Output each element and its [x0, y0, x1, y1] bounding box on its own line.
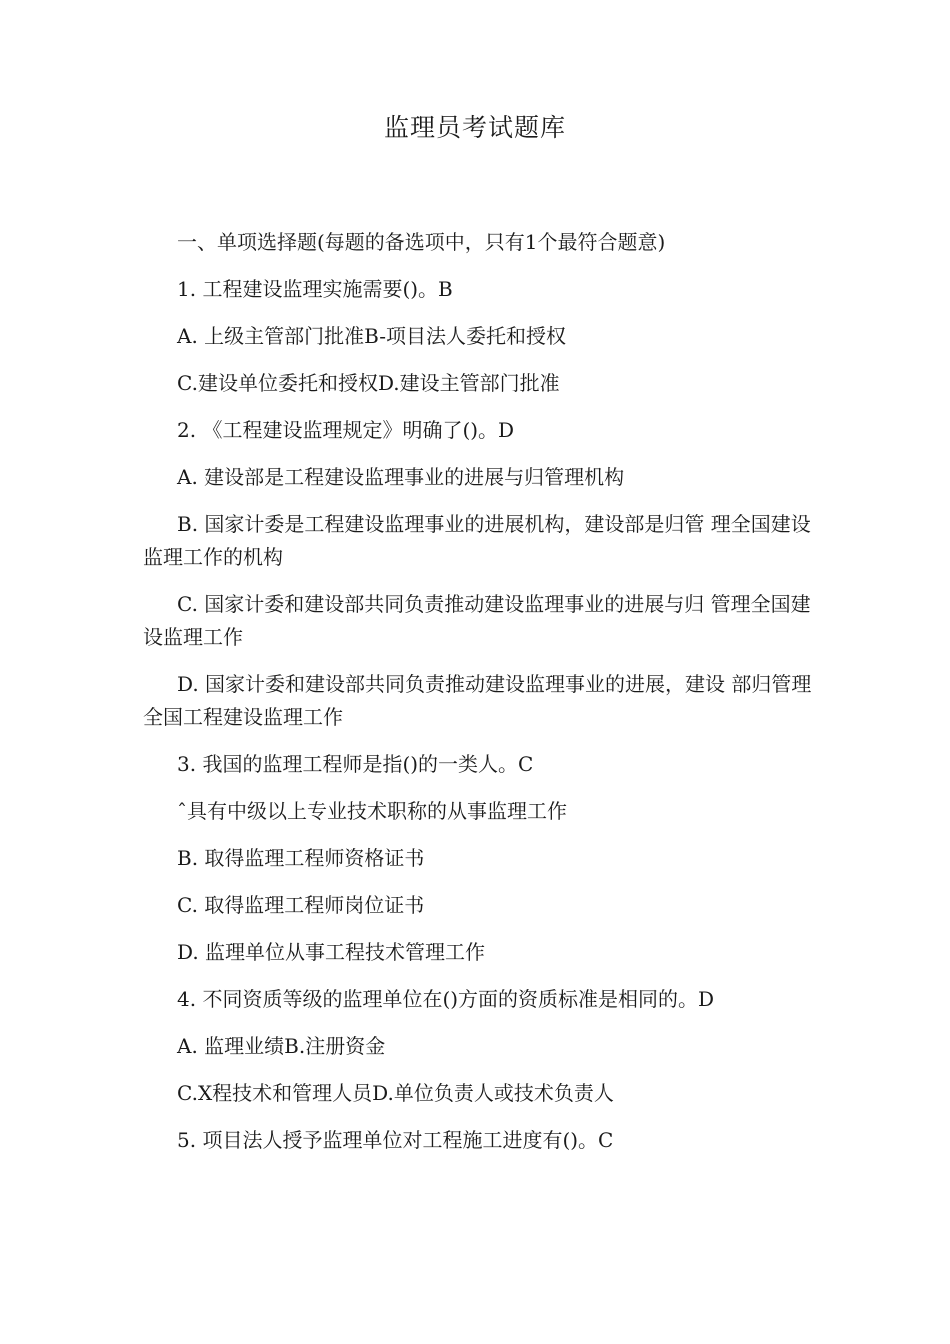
question-2-option-b: B. 国家计委是工程建设监理事业的进展机构，建设部是归管 理全国建设监理工作的机构 [143, 512, 811, 569]
question-5: 5. 项目法人授予监理单位对工程施工进度有()。C [177, 1128, 614, 1152]
question-1-options-cd: C.建设单位委托和授权D.建设主管部门批准 [177, 371, 560, 395]
question-3-option-b: B. 取得监理工程师资格证书 [177, 846, 425, 870]
question-4-options-ab: A. 监理业绩B.注册资金 [177, 1034, 386, 1058]
question-4: 4. 不同资质等级的监理单位在()方面的资质标准是相同的。D [177, 987, 715, 1011]
question-2-option-a: A. 建设部是工程建设监理事业的进展与归管理机构 [177, 465, 625, 489]
question-1: 1. 工程建设监理实施需要()。B [177, 277, 453, 301]
section-heading: 一、单项选择题(每题的备选项中，只有1个最符合题意) [177, 230, 666, 254]
question-3-option-c: C. 取得监理工程师岗位证书 [177, 893, 425, 917]
question-3-option-a: ˆ具有中级以上专业技术职称的从事监理工作 [177, 799, 567, 823]
question-3-option-d: D. 监理单位从事工程技术管理工作 [177, 940, 486, 964]
document-title: 监理员考试题库 [383, 113, 566, 142]
document-body [143, 226, 823, 1171]
question-2-option-d: D. 国家计委和建设部共同负责推动建设监理事业的进展，建设 部归管理全国工程建设监理工作 [143, 672, 812, 729]
question-1-options-ab: A. 上级主管部门批准B-项目法人委托和授权 [177, 324, 566, 348]
question-3: 3. 我国的监理工程师是指()的一类人。C [177, 752, 534, 776]
question-2-option-c: C. 国家计委和建设部共同负责推动建设监理事业的进展与归 管理全国建设监理工作 [143, 592, 811, 649]
question-2: 2. 《工程建设监理规定》明确了()。D [177, 418, 515, 442]
question-4-options-cd: C.X程技术和管理人员D.单位负责人或技术负责人 [177, 1081, 614, 1105]
